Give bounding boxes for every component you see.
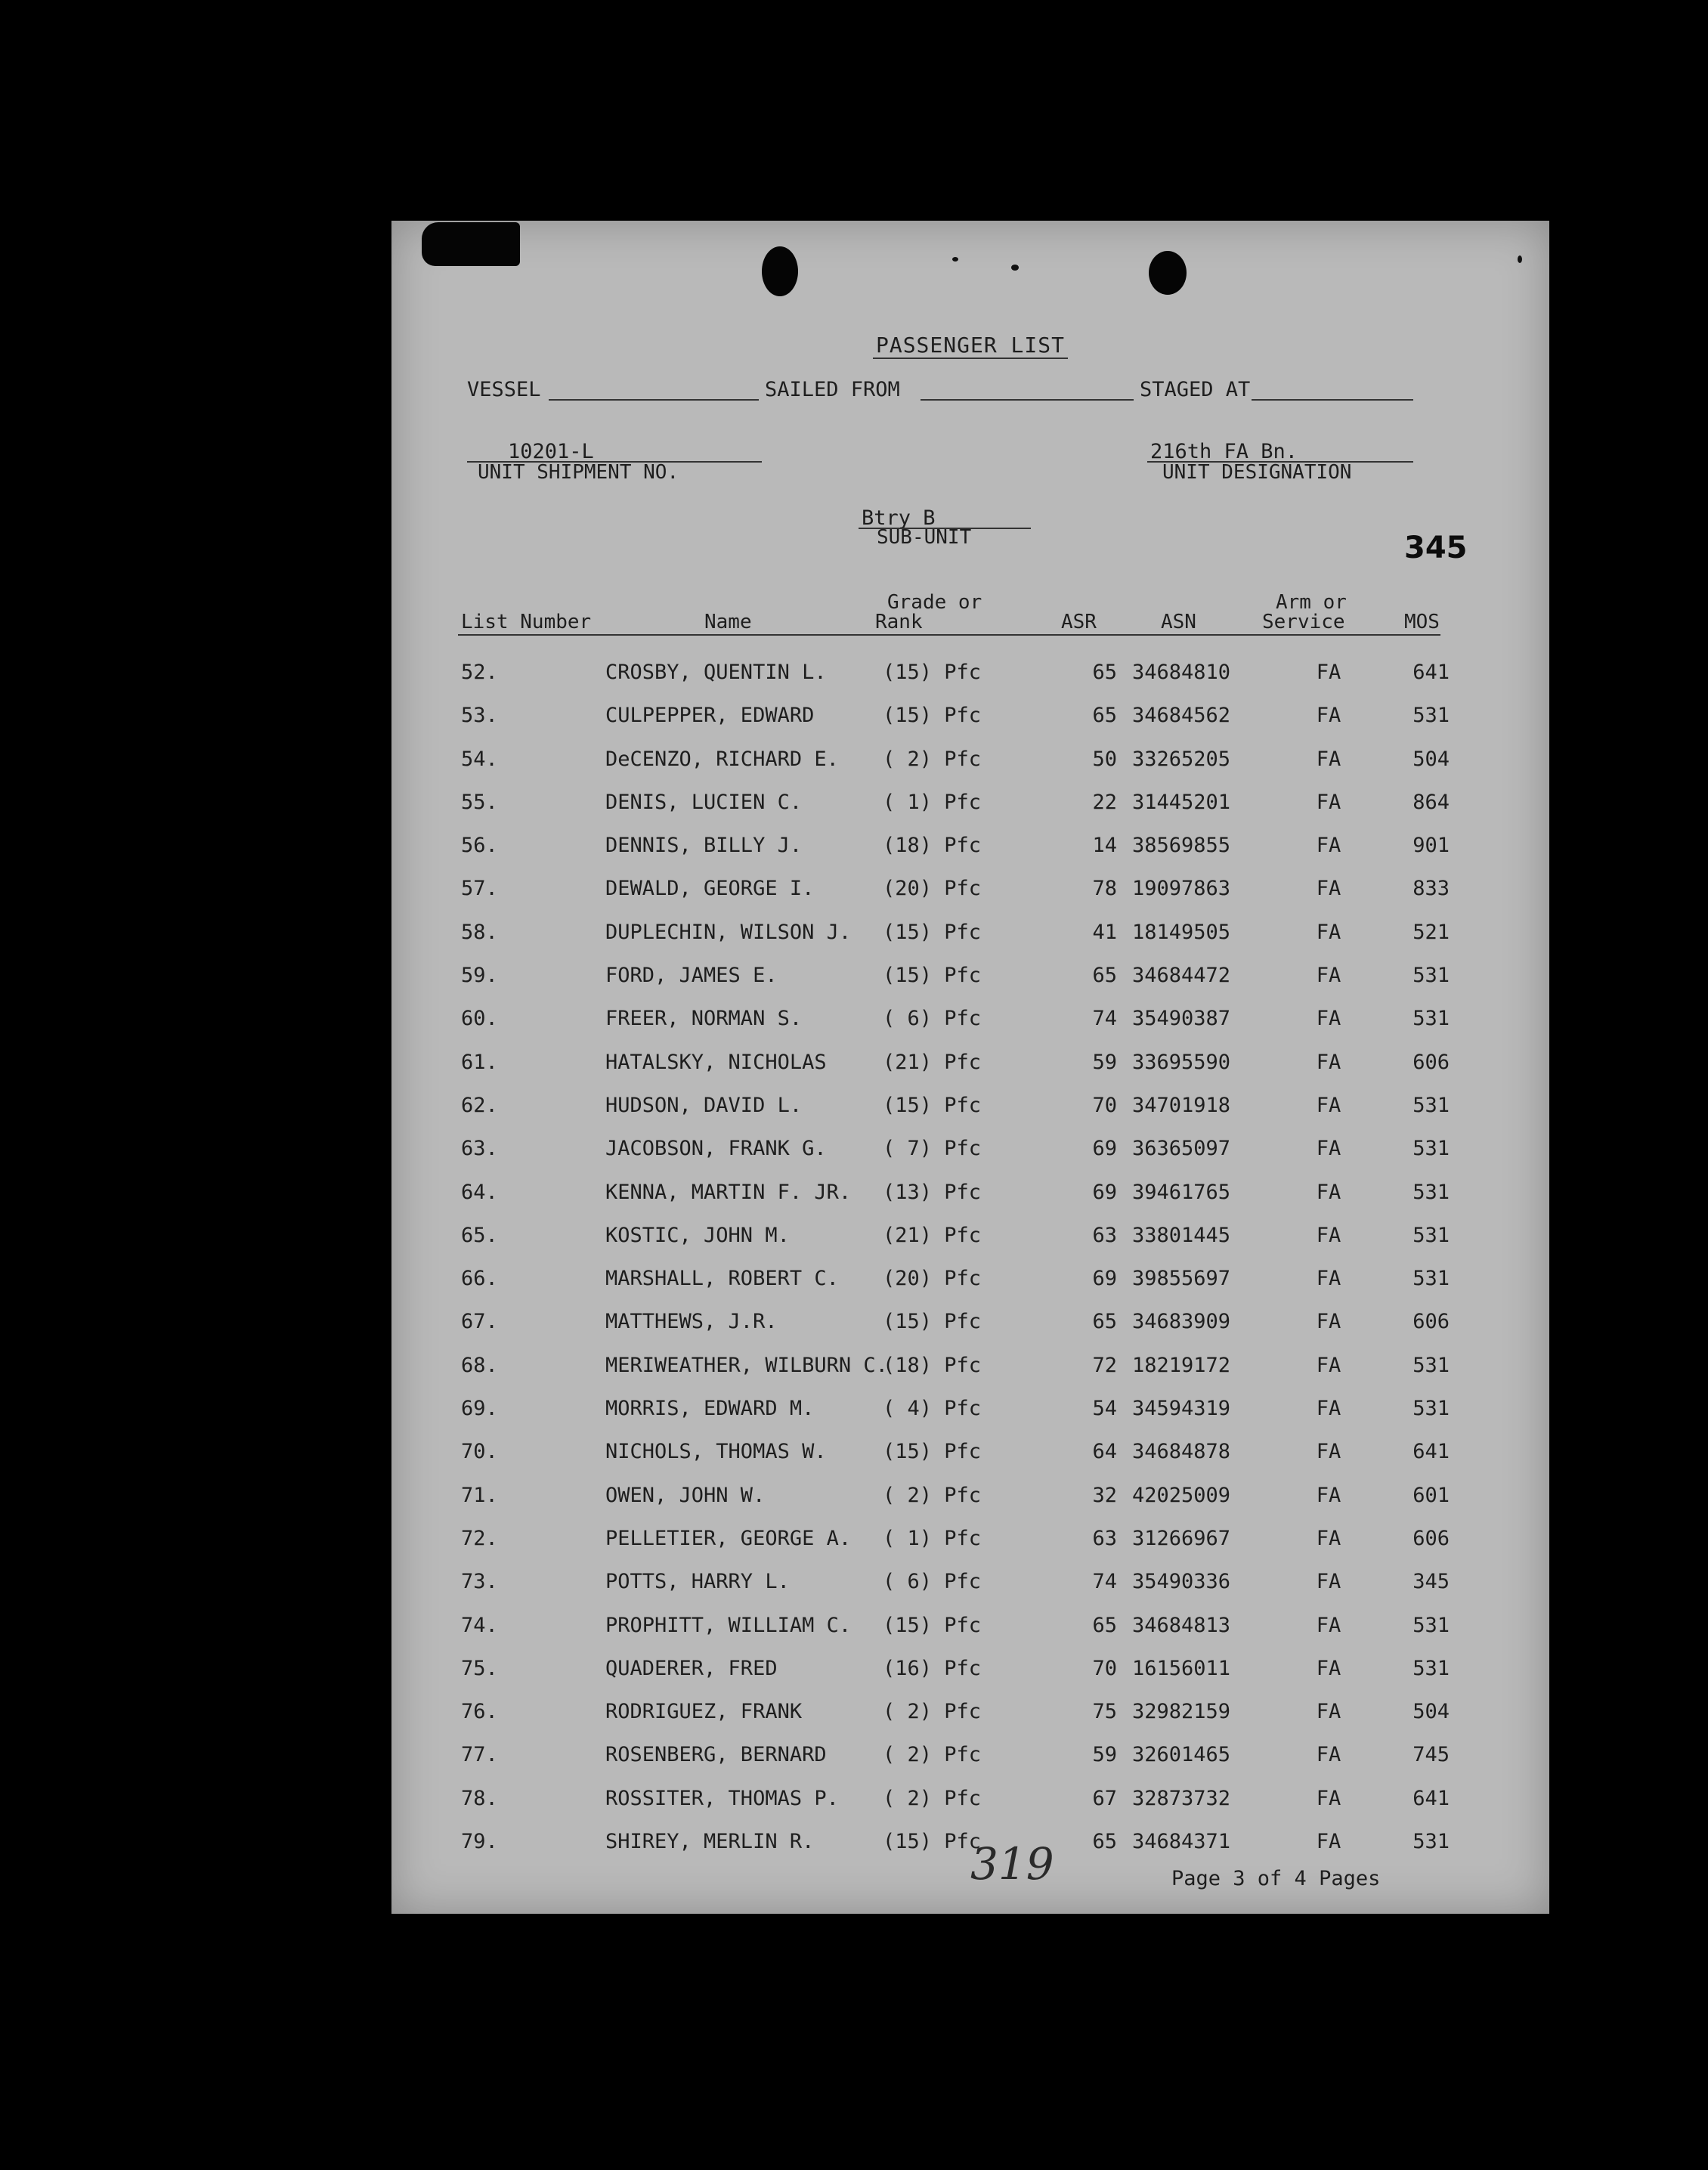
col-grade-line2: Rank	[875, 611, 923, 633]
grade-rank: (18) Pfc	[883, 834, 982, 858]
passenger-name: MARSHALL, ROBERT C.	[605, 1267, 839, 1291]
list-number: 63.	[461, 1137, 498, 1161]
asr-score: 65	[1092, 661, 1117, 684]
mos-code: 531	[1413, 1656, 1450, 1680]
arm-service: FA	[1316, 1007, 1341, 1031]
arm-service: FA	[1316, 1310, 1341, 1334]
asr-score: 54	[1092, 1397, 1117, 1421]
passenger-name: PELLETIER, GEORGE A.	[605, 1526, 852, 1550]
unit-shipment-no: 10201-L	[508, 440, 594, 463]
grade-rank: (15) Pfc	[883, 964, 982, 988]
asn-number: 32982159	[1132, 1700, 1231, 1724]
mos-code: 531	[1413, 1137, 1450, 1161]
asn-number: 31266967	[1132, 1526, 1231, 1550]
list-number: 73.	[461, 1570, 498, 1594]
grade-rank: ( 6) Pfc	[883, 1007, 982, 1031]
arm-service: FA	[1316, 1700, 1341, 1724]
grade-rank: ( 2) Pfc	[883, 1700, 982, 1724]
asn-number: 42025009	[1132, 1483, 1231, 1507]
arm-service: FA	[1316, 1223, 1341, 1247]
col-grade-line1: Grade or	[887, 591, 982, 614]
arm-service: FA	[1316, 1180, 1341, 1204]
arm-service: FA	[1316, 790, 1341, 814]
list-number: 71.	[461, 1483, 498, 1507]
vessel-blank	[549, 399, 759, 401]
asr-score: 32	[1092, 1483, 1117, 1507]
sub-unit-caption: SUB-UNIT	[877, 526, 972, 549]
mos-code: 531	[1413, 1397, 1450, 1421]
mos-code: 531	[1413, 964, 1450, 988]
list-number: 54.	[461, 747, 498, 771]
arm-service: FA	[1316, 1786, 1341, 1810]
punch-hole-right	[1149, 251, 1187, 295]
passenger-name: POTTS, HARRY L.	[605, 1570, 790, 1594]
asr-score: 67	[1092, 1786, 1117, 1810]
sailed-from-blank	[921, 399, 1134, 401]
arm-service: FA	[1316, 1613, 1341, 1637]
arm-service: FA	[1316, 1440, 1341, 1464]
asn-number: 33695590	[1132, 1050, 1231, 1074]
asr-score: 65	[1092, 1613, 1117, 1637]
table-row	[391, 782, 1549, 825]
handwritten-note-text: 319	[970, 1838, 1054, 1890]
grade-rank: ( 6) Pfc	[883, 1570, 982, 1594]
ink-speck	[952, 257, 958, 262]
grade-rank: (15) Pfc	[883, 661, 982, 684]
table-row	[391, 955, 1549, 998]
list-number: 69.	[461, 1397, 498, 1421]
arm-service: FA	[1316, 964, 1341, 988]
grade-rank: (15) Pfc	[883, 1830, 982, 1854]
stamped-page-number: 345	[1404, 531, 1468, 565]
col-name: Name	[704, 611, 752, 633]
asr-score: 69	[1092, 1137, 1117, 1161]
grade-rank: (18) Pfc	[883, 1353, 982, 1377]
mos-code: 606	[1413, 1050, 1450, 1074]
table-row	[391, 1778, 1549, 1821]
asn-number: 34701918	[1132, 1093, 1231, 1117]
list-number: 66.	[461, 1267, 498, 1291]
asr-score: 65	[1092, 1310, 1117, 1334]
passenger-name: DENNIS, BILLY J.	[605, 834, 803, 858]
grade-rank: (21) Pfc	[883, 1223, 982, 1247]
arm-service: FA	[1316, 1830, 1341, 1854]
document-title: PASSENGER LIST	[391, 333, 1549, 358]
header-underline	[458, 634, 1440, 636]
passenger-name: DEWALD, GEORGE I.	[605, 877, 815, 901]
table-row	[391, 1518, 1549, 1561]
list-number: 57.	[461, 877, 498, 901]
passenger-table	[391, 652, 1549, 1864]
asn-number: 39461765	[1132, 1180, 1231, 1204]
list-number: 79.	[461, 1830, 498, 1854]
grade-rank: (20) Pfc	[883, 877, 982, 901]
list-number: 72.	[461, 1526, 498, 1550]
table-row	[391, 1042, 1549, 1085]
grade-rank: (15) Pfc	[883, 1310, 982, 1334]
list-number: 53.	[461, 704, 498, 728]
list-number: 55.	[461, 790, 498, 814]
passenger-name: MORRIS, EDWARD M.	[605, 1397, 815, 1421]
arm-service: FA	[1316, 1570, 1341, 1594]
asr-score: 64	[1092, 1440, 1117, 1464]
asr-score: 63	[1092, 1223, 1117, 1247]
page-footer: Page 3 of 4 Pages	[1171, 1867, 1381, 1890]
table-row	[391, 868, 1549, 911]
passenger-name: MERIWEATHER, WILBURN C.	[605, 1353, 888, 1377]
asn-number: 32873732	[1132, 1786, 1231, 1810]
mos-code: 504	[1413, 747, 1450, 771]
table-row	[391, 912, 1549, 955]
grade-rank: ( 1) Pfc	[883, 1526, 982, 1550]
grade-rank: (15) Pfc	[883, 920, 982, 944]
list-number: 68.	[461, 1353, 498, 1377]
list-number: 58.	[461, 920, 498, 944]
list-number: 77.	[461, 1743, 498, 1767]
table-row	[391, 1258, 1549, 1301]
passenger-name: OWEN, JOHN W.	[605, 1483, 766, 1507]
list-number: 60.	[461, 1007, 498, 1031]
col-asr: ASR	[1061, 611, 1097, 633]
mos-code: 504	[1413, 1700, 1450, 1724]
grade-rank: (21) Pfc	[883, 1050, 982, 1074]
unit-shipment-caption: UNIT SHIPMENT NO.	[478, 461, 679, 484]
grade-rank: ( 2) Pfc	[883, 1483, 982, 1507]
passenger-name: MATTHEWS, J.R.	[605, 1310, 778, 1334]
col-arm-line2: Service	[1262, 611, 1345, 633]
asn-number: 31445201	[1132, 790, 1231, 814]
staged-at-label: STAGED AT	[1140, 378, 1251, 401]
col-asn: ASN	[1161, 611, 1196, 633]
handwritten-note	[966, 1832, 1079, 1893]
asn-number: 34684810	[1132, 661, 1231, 684]
list-number: 65.	[461, 1223, 498, 1247]
asr-score: 65	[1092, 704, 1117, 728]
asn-number: 18149505	[1132, 920, 1231, 944]
asn-number: 34684878	[1132, 1440, 1231, 1464]
col-arm-line1: Arm or	[1276, 591, 1347, 614]
asn-number: 33801445	[1132, 1223, 1231, 1247]
document-page	[391, 221, 1549, 1914]
mos-code: 641	[1413, 661, 1450, 684]
grade-rank: (13) Pfc	[883, 1180, 982, 1204]
passenger-name: PROPHITT, WILLIAM C.	[605, 1613, 852, 1637]
staged-at-blank	[1252, 399, 1413, 401]
asr-score: 59	[1092, 1743, 1117, 1767]
grade-rank: ( 2) Pfc	[883, 747, 982, 771]
arm-service: FA	[1316, 1137, 1341, 1161]
mos-code: 641	[1413, 1786, 1450, 1810]
table-row	[391, 1388, 1549, 1431]
passenger-name: SHIREY, MERLIN R.	[605, 1830, 815, 1854]
arm-service: FA	[1316, 1397, 1341, 1421]
grade-rank: ( 1) Pfc	[883, 790, 982, 814]
asn-number: 34684371	[1132, 1830, 1231, 1854]
asr-score: 69	[1092, 1180, 1117, 1204]
table-row	[391, 1431, 1549, 1474]
asn-number: 35490336	[1132, 1570, 1231, 1594]
asr-score: 65	[1092, 964, 1117, 988]
passenger-name: KENNA, MARTIN F. JR.	[605, 1180, 852, 1204]
arm-service: FA	[1316, 1050, 1341, 1074]
passenger-name: HUDSON, DAVID L.	[605, 1093, 803, 1117]
list-number: 52.	[461, 661, 498, 684]
passenger-name: FREER, NORMAN S.	[605, 1007, 803, 1031]
arm-service: FA	[1316, 1267, 1341, 1291]
asn-number: 18219172	[1132, 1353, 1231, 1377]
asr-score: 63	[1092, 1526, 1117, 1550]
mos-code: 531	[1413, 1267, 1450, 1291]
asr-score: 69	[1092, 1267, 1117, 1291]
passenger-name: ROSSITER, THOMAS P.	[605, 1786, 839, 1810]
table-row	[391, 1085, 1549, 1128]
col-list-number: List Number	[461, 611, 592, 633]
mos-code: 833	[1413, 877, 1450, 901]
list-number: 74.	[461, 1613, 498, 1637]
mos-code: 901	[1413, 834, 1450, 858]
list-number: 76.	[461, 1700, 498, 1724]
mos-code: 531	[1413, 1093, 1450, 1117]
passenger-name: KOSTIC, JOHN M.	[605, 1223, 790, 1247]
asr-score: 65	[1092, 1830, 1117, 1854]
arm-service: FA	[1316, 704, 1341, 728]
mos-code: 531	[1413, 1007, 1450, 1031]
list-number: 64.	[461, 1180, 498, 1204]
asn-number: 33265205	[1132, 747, 1231, 771]
punch-hole-left	[762, 246, 798, 296]
mos-code: 531	[1413, 1353, 1450, 1377]
passenger-name: CROSBY, QUENTIN L.	[605, 661, 827, 684]
table-row	[391, 1561, 1549, 1604]
list-number: 61.	[461, 1050, 498, 1074]
mos-code: 641	[1413, 1440, 1450, 1464]
redaction-tab	[422, 222, 520, 266]
vessel-label: VESSEL	[467, 378, 541, 401]
mos-code: 531	[1413, 1830, 1450, 1854]
passenger-name: RODRIGUEZ, FRANK	[605, 1700, 803, 1724]
passenger-name: NICHOLS, THOMAS W.	[605, 1440, 827, 1464]
table-row	[391, 1215, 1549, 1258]
table-row	[391, 695, 1549, 738]
grade-rank: ( 4) Pfc	[883, 1397, 982, 1421]
mos-code: 601	[1413, 1483, 1450, 1507]
table-row	[391, 1691, 1549, 1734]
arm-service: FA	[1316, 834, 1341, 858]
passenger-name: JACOBSON, FRANK G.	[605, 1137, 827, 1161]
asn-number: 39855697	[1132, 1267, 1231, 1291]
asr-score: 75	[1092, 1700, 1117, 1724]
col-mos: MOS	[1404, 611, 1440, 633]
mos-code: 864	[1413, 790, 1450, 814]
passenger-name: DeCENZO, RICHARD E.	[605, 747, 839, 771]
sub-unit: Btry B	[862, 506, 936, 530]
arm-service: FA	[1316, 920, 1341, 944]
list-number: 59.	[461, 964, 498, 988]
arm-service: FA	[1316, 1656, 1341, 1680]
asr-score: 78	[1092, 877, 1117, 901]
mos-code: 531	[1413, 1223, 1450, 1247]
list-number: 67.	[461, 1310, 498, 1334]
asr-score: 74	[1092, 1007, 1117, 1031]
asn-number: 16156011	[1132, 1656, 1231, 1680]
table-row	[391, 738, 1549, 782]
ink-speck	[1011, 265, 1019, 271]
table-row	[391, 1345, 1549, 1388]
arm-service: FA	[1316, 1093, 1341, 1117]
table-row	[391, 1301, 1549, 1344]
mos-code: 345	[1413, 1570, 1450, 1594]
grade-rank: (16) Pfc	[883, 1656, 982, 1680]
asn-number: 34684562	[1132, 704, 1231, 728]
passenger-name: DUPLECHIN, WILSON J.	[605, 920, 852, 944]
asr-score: 41	[1092, 920, 1117, 944]
table-row	[391, 1648, 1549, 1691]
mos-code: 606	[1413, 1526, 1450, 1550]
ink-speck	[1518, 255, 1522, 263]
table-row	[391, 1475, 1549, 1518]
grade-rank: (15) Pfc	[883, 1613, 982, 1637]
asn-number: 38569855	[1132, 834, 1231, 858]
list-number: 56.	[461, 834, 498, 858]
list-number: 78.	[461, 1786, 498, 1810]
asn-number: 32601465	[1132, 1743, 1231, 1767]
asn-number: 36365097	[1132, 1137, 1231, 1161]
asn-number: 34594319	[1132, 1397, 1231, 1421]
asr-score: 70	[1092, 1093, 1117, 1117]
asn-number: 35490387	[1132, 1007, 1231, 1031]
asn-number: 34684813	[1132, 1613, 1231, 1637]
grade-rank: ( 2) Pfc	[883, 1786, 982, 1810]
asr-score: 14	[1092, 834, 1117, 858]
passenger-name: FORD, JAMES E.	[605, 964, 778, 988]
table-row	[391, 825, 1549, 868]
passenger-name: QUADERER, FRED	[605, 1656, 778, 1680]
list-number: 70.	[461, 1440, 498, 1464]
mos-code: 531	[1413, 1180, 1450, 1204]
arm-service: FA	[1316, 1743, 1341, 1767]
passenger-name: CULPEPPER, EDWARD	[605, 704, 815, 728]
grade-rank: ( 7) Pfc	[883, 1137, 982, 1161]
asn-number: 34683909	[1132, 1310, 1231, 1334]
mos-code: 521	[1413, 920, 1450, 944]
mos-code: 531	[1413, 704, 1450, 728]
asr-score: 72	[1092, 1353, 1117, 1377]
grade-rank: (15) Pfc	[883, 1440, 982, 1464]
unit-designation-caption: UNIT DESIGNATION	[1162, 461, 1352, 484]
table-row	[391, 1128, 1549, 1171]
asr-score: 74	[1092, 1570, 1117, 1594]
unit-designation: 216th FA Bn.	[1150, 440, 1298, 463]
arm-service: FA	[1316, 1353, 1341, 1377]
table-row	[391, 652, 1549, 695]
mos-code: 745	[1413, 1743, 1450, 1767]
mos-code: 606	[1413, 1310, 1450, 1334]
table-row	[391, 998, 1549, 1041]
table-row	[391, 1605, 1549, 1648]
list-number: 62.	[461, 1093, 498, 1117]
arm-service: FA	[1316, 877, 1341, 901]
table-row	[391, 1734, 1549, 1777]
grade-rank: (15) Pfc	[883, 704, 982, 728]
grade-rank: ( 2) Pfc	[883, 1743, 982, 1767]
list-number: 75.	[461, 1656, 498, 1680]
passenger-name: DENIS, LUCIEN C.	[605, 790, 803, 814]
passenger-name: HATALSKY, NICHOLAS	[605, 1050, 827, 1074]
asr-score: 59	[1092, 1050, 1117, 1074]
arm-service: FA	[1316, 747, 1341, 771]
arm-service: FA	[1316, 1526, 1341, 1550]
sailed-from-label: SAILED FROM	[765, 378, 900, 401]
arm-service: FA	[1316, 1483, 1341, 1507]
passenger-name: ROSENBERG, BERNARD	[605, 1743, 827, 1767]
grade-rank: (20) Pfc	[883, 1267, 982, 1291]
table-row	[391, 1172, 1549, 1215]
grade-rank: (15) Pfc	[883, 1093, 982, 1117]
asr-score: 22	[1092, 790, 1117, 814]
asn-number: 19097863	[1132, 877, 1231, 901]
mos-code: 531	[1413, 1613, 1450, 1637]
asr-score: 70	[1092, 1656, 1117, 1680]
arm-service: FA	[1316, 661, 1341, 684]
asn-number: 34684472	[1132, 964, 1231, 988]
asr-score: 50	[1092, 747, 1117, 771]
